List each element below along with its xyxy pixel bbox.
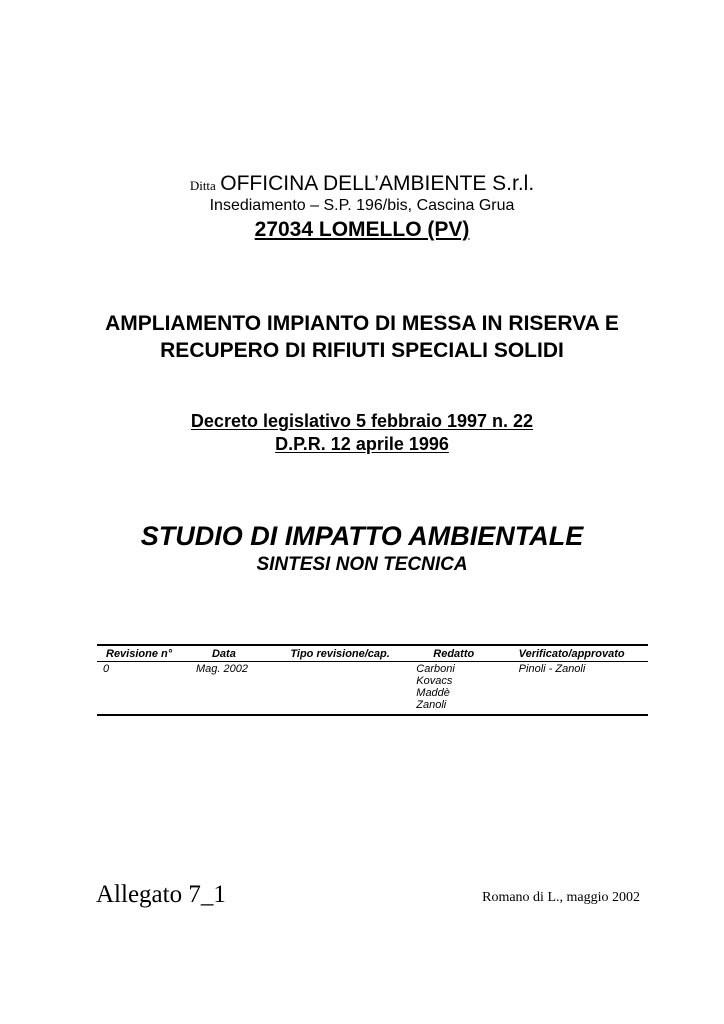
cell-drafted [413, 662, 517, 716]
company-city: 27034 LOMELLO (PV) [254, 218, 470, 241]
header-revision: Revisione n° [106, 647, 173, 660]
cell-approved: Pinoli - Zanoli [518, 663, 586, 675]
project-title-line-2: RECUPERO DI RIFIUTI SPECIALI SOLIDI [160, 339, 564, 362]
decree-line-2: D.P.R. 12 aprile 1996 [275, 434, 449, 454]
header-drafted: Redatto [433, 647, 475, 660]
study-title: STUDIO DI IMPATTO AMBIENTALE [140, 521, 584, 551]
project-title-line-1: AMPLIAMENTO IMPIANTO DI MESSA IN RISERVA E [105, 312, 619, 335]
header-date: Data [211, 647, 236, 660]
author-name: Zanoli [416, 699, 447, 711]
table-row [97, 662, 648, 716]
ditta-label: Ditta [189, 178, 216, 193]
company-address: Insediamento – S.P. 196/bis, Cascina Grua [209, 197, 515, 214]
place-date: Romano di L., maggio 2002 [482, 890, 640, 905]
decree-references [0, 410, 724, 456]
decree-line-1: Decreto legislativo 5 febbraio 1997 n. 22 [190, 411, 534, 431]
author-name: Kovacs [416, 675, 453, 687]
study-subtitle: SINTESI NON TECNICA [256, 554, 468, 575]
project-title [0, 310, 724, 364]
cell-date: Mag. 2002 [195, 663, 248, 675]
cell-revision-type [287, 662, 413, 716]
author-name: Maddè [416, 687, 450, 699]
header-approved: Verificato/approvato [518, 647, 625, 660]
attachment-label: Allegato 7_1 [96, 881, 226, 908]
company-name: OFFICINA DELL’AMBIENTE S.r.l. [220, 172, 535, 195]
author-name: Carboni [416, 663, 455, 675]
company-line [0, 172, 724, 196]
revision-table [97, 644, 648, 716]
revision-table-header-row [97, 645, 648, 662]
cell-revision: 0 [103, 663, 110, 675]
header-revision-type: Tipo revisione/cap. [290, 647, 390, 660]
